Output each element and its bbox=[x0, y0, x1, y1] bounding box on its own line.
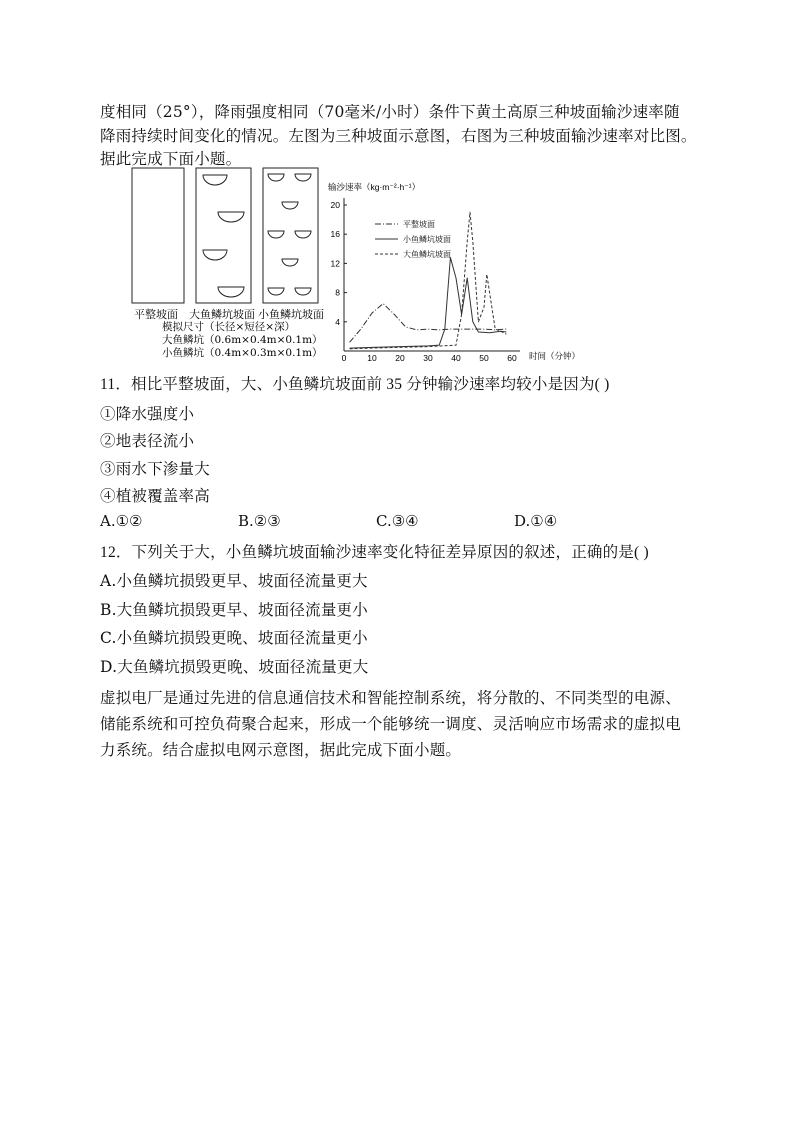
x-tick-label: 60 bbox=[507, 353, 517, 363]
series-line-0 bbox=[350, 304, 507, 343]
intro2-line-1: 虚拟电厂是通过先进的信息通信技术和智能控制系统，将分散的、不同类型的电源、 bbox=[100, 689, 681, 707]
small-pit bbox=[295, 174, 311, 181]
large-pits bbox=[203, 175, 244, 297]
label-small-slope: 小鱼鳞坑坡面 bbox=[258, 308, 324, 321]
large-pit-slope-panel bbox=[196, 168, 251, 303]
large-pit bbox=[203, 175, 227, 185]
legend-label-large: 大鱼鳞坑坡面 bbox=[403, 250, 451, 259]
y-tick-label: 12 bbox=[330, 258, 340, 269]
small-pit bbox=[282, 259, 298, 266]
small-pit bbox=[282, 202, 298, 209]
x-tick-label: 0 bbox=[341, 353, 347, 363]
q11-item-1: ①降水强度小 bbox=[100, 405, 195, 423]
q11-option-d[interactable]: D.①④ bbox=[514, 512, 558, 530]
large-pit bbox=[203, 250, 227, 260]
y-tick-label: 20 bbox=[330, 200, 340, 210]
intro-line-3: 据此完成下面小题。 bbox=[100, 150, 242, 168]
q12-option-b[interactable]: B.大鱼鳞坑损毁更早、坡面径流量更小 bbox=[100, 601, 368, 619]
y-tick-label: 4 bbox=[335, 316, 340, 327]
legend-label-flat: 平整坡面 bbox=[403, 220, 435, 229]
series-group bbox=[350, 212, 507, 349]
small-pit bbox=[268, 231, 284, 238]
y-tick-label: 8 bbox=[335, 287, 340, 298]
q12-option-a[interactable]: A.小鱼鳞坑损毁更早、坡面径流量更大 bbox=[100, 572, 368, 590]
series-line-1 bbox=[350, 258, 507, 349]
y-tick-label: 16 bbox=[330, 229, 340, 240]
q11-option-c[interactable]: C.③④ bbox=[376, 512, 419, 530]
large-pit bbox=[218, 212, 244, 222]
sediment-chart bbox=[328, 182, 580, 363]
q12-option-c[interactable]: C.小鱼鳞坑损毁更晚、坡面径流量更小 bbox=[100, 629, 368, 647]
chart-x-label: 时间（分钟） bbox=[529, 351, 581, 361]
q11-item-2: ②地表径流小 bbox=[100, 432, 195, 450]
legend bbox=[375, 219, 451, 259]
q11-option-a[interactable]: A.①② bbox=[100, 512, 143, 530]
q11-option-b[interactable]: B.②③ bbox=[238, 512, 281, 530]
figure bbox=[0, 0, 800, 380]
q11-item-3: ③雨水下渗量大 bbox=[100, 460, 210, 478]
x-tick-label: 50 bbox=[479, 353, 489, 363]
x-tick-label: 30 bbox=[423, 353, 433, 363]
series-line-2 bbox=[350, 212, 507, 349]
size-title: 模拟尺寸（长径×短径×深） bbox=[162, 321, 296, 333]
legend-label-small: 小鱼鳞坑坡面 bbox=[403, 235, 451, 244]
intro2-line-3: 力系统。结合虚拟电网示意图，据此完成下面小题。 bbox=[100, 741, 462, 759]
q12-stem: 12．下列关于大，小鱼鳞坑坡面输沙速率变化特征差异原因的叙述，正确的是( ) bbox=[100, 544, 649, 561]
small-pits bbox=[268, 174, 311, 295]
y-ticks bbox=[331, 200, 347, 327]
q12-option-d[interactable]: D.大鱼鳞坑损毁更晚、坡面径流量更大 bbox=[100, 658, 369, 676]
x-tick-label: 20 bbox=[395, 353, 405, 363]
small-pit bbox=[268, 174, 284, 181]
large-pit bbox=[218, 287, 244, 297]
intro2-line-2: 储能系统和可控负荷聚合起来，形成一个能够统一调度、灵活响应市场需求的虚拟电 bbox=[100, 715, 681, 733]
small-pit bbox=[295, 231, 311, 238]
label-large-slope: 大鱼鳞坑坡面 bbox=[189, 308, 255, 321]
x-tick-label: 40 bbox=[451, 353, 461, 363]
chart-y-label: 输沙速率（kg·m⁻²·h⁻¹） bbox=[328, 182, 421, 192]
intro-line-1: 度相同（25°），降雨强度相同（70毫米/小时）条件下黄土高原三种坡面输沙速率随 bbox=[100, 103, 680, 121]
x-ticks bbox=[342, 353, 517, 363]
label-flat-slope: 平整坡面 bbox=[134, 308, 178, 321]
small-pit bbox=[268, 288, 284, 295]
intro-line-2: 降雨持续时间变化的情况。左图为三种坡面示意图，右图为三种坡面输沙速率对比图。 bbox=[100, 127, 697, 145]
size-large: 大鱼鳞坑（0.6m×0.4m×0.1m） bbox=[162, 334, 323, 346]
x-tick-label: 10 bbox=[367, 353, 377, 363]
q11-stem: 11．相比平整坡面，大、小鱼鳞坑坡面前 35 分钟输沙速率均较小是因为( ) bbox=[100, 376, 610, 393]
size-small: 小鱼鳞坑（0.4m×0.3m×0.1m） bbox=[162, 347, 323, 359]
q11-item-4: ④植被覆盖率高 bbox=[100, 487, 210, 505]
small-pit bbox=[295, 288, 311, 295]
flat-slope-panel bbox=[132, 168, 184, 303]
